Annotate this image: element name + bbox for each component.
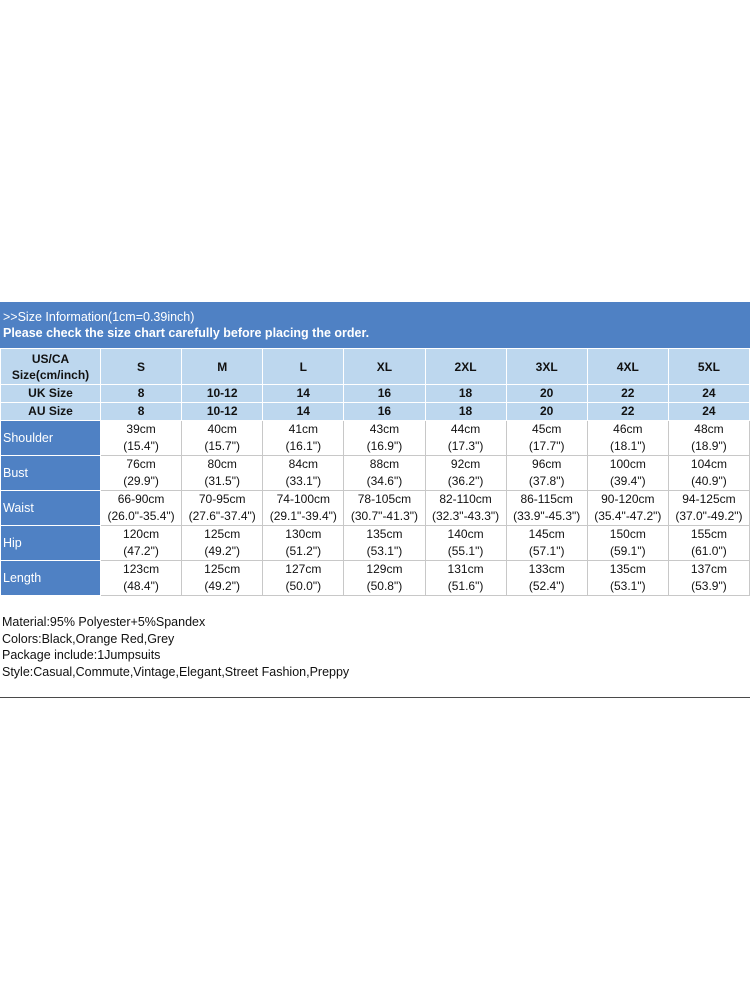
measurement-cell [182,421,263,456]
au-size-cell: 14 [263,403,344,421]
us-size-cell: 2XL [425,349,506,385]
size-table [0,348,750,596]
measurement-inch: (32.3"-43.3") [431,509,500,523]
uk-size-cell: 18 [425,385,506,403]
measurement-cell [263,421,344,456]
measurement-cm: 90-120cm [601,492,655,506]
measurement-inch: (53.1") [366,544,403,558]
measurement-cm: 100cm [609,457,646,471]
measurement-inch: (18.9") [691,439,727,453]
measurement-inch: (29.9") [123,474,159,488]
measurement-cm: 135cm [609,562,646,576]
uk-size-row [1,385,750,403]
us-ca-size-label [1,349,101,385]
us-size-cell: S [101,349,182,385]
product-info-line: Colors:Black,Orange Red,Grey [2,631,175,646]
au-size-cell: 10-12 [182,403,263,421]
size-chart [0,302,750,596]
us-size-cell: L [263,349,344,385]
measurement-cm: 74-100cm [276,492,330,506]
measurement-inch: (31.5") [204,474,240,488]
measurement-label: Length [1,561,101,596]
au-size-cell: 18 [425,403,506,421]
measurement-cell [506,421,587,456]
measurement-cell [668,456,749,491]
measurement-label: Shoulder [1,421,101,456]
us-size-cell: 5XL [668,349,749,385]
measurement-cm: 76cm [126,457,156,471]
product-info-line: Material:95% Polyester+5%Spandex [2,615,206,629]
measurement-cell [668,421,749,456]
uk-size-cell: 10-12 [182,385,263,403]
measurement-cell [587,526,668,561]
measurement-cell [587,561,668,596]
measurement-cell [344,456,425,491]
measurement-cell [425,526,506,561]
measurement-label: Hip [1,526,101,561]
measurement-cm: 88cm [369,457,400,471]
measurement-cm: 45cm [532,422,562,436]
us-size-cell: M [182,349,263,385]
measurement-cm: 94-125cm [682,492,736,506]
uk-size-cell: 16 [344,385,425,403]
uk-size-cell: 14 [263,385,344,403]
measurement-cell [425,456,506,491]
us-size-cell: 3XL [506,349,587,385]
product-info-line: Package include:1Jumpsuits [2,648,161,662]
measurement-inch: (26.0"-35.4") [107,509,175,523]
us-size-cell: 4XL [587,349,668,385]
measurement-inch: (52.4") [528,579,565,593]
measurement-inch: (34.6") [366,474,403,488]
au-size-cell: 20 [506,403,587,421]
measurement-inch: (59.1") [610,544,646,558]
uk-size-cell: 20 [506,385,587,403]
measurement-cm: 96cm [532,457,562,471]
measurement-cell [182,491,263,526]
measurement-inch: (49.2") [204,579,240,593]
measurement-inch: (39.4") [610,474,646,488]
measurement-inch: (49.2") [204,544,240,558]
measurement-cell [263,561,344,596]
measurement-inch: (27.6"-37.4") [188,509,256,523]
au-size-cell: 22 [587,403,668,421]
measurement-inch: (15.4") [123,439,159,453]
measurement-inch: (33.1") [285,474,322,488]
measurement-inch: (57.1") [528,544,565,558]
measurement-cm: 125cm [204,562,241,576]
measurement-cell [668,491,749,526]
measurement-inch: (37.8") [528,474,565,488]
measurement-cm: 40cm [207,422,237,436]
measurement-cell [101,526,182,561]
measurement-cm: 129cm [366,562,403,576]
measurement-label: Bust [1,456,101,491]
measurement-cell [344,421,425,456]
measurement-cell [344,561,425,596]
measurement-row [1,491,750,526]
measurement-inch: (50.0") [285,579,322,593]
au-size-cell: 24 [668,403,749,421]
measurement-inch: (29.1"-39.4") [269,509,337,523]
measurement-inch: (55.1") [447,544,484,558]
measurement-inch: (30.7"-41.3") [350,509,419,523]
measurement-cell [263,491,344,526]
measurement-cell [182,526,263,561]
measurement-inch: (50.8") [366,579,403,593]
measurement-row [1,561,750,596]
measurement-inch: (36.2") [447,474,484,488]
measurement-cm: 66-90cm [117,492,165,506]
measurement-cm: 104cm [690,457,727,471]
size-header-row [1,349,750,385]
measurement-cm: 43cm [369,422,400,436]
measurement-cell [263,526,344,561]
measurement-cell [506,456,587,491]
measurement-cell [182,456,263,491]
measurement-cm: 130cm [285,527,322,541]
measurement-inch: (16.1") [285,439,322,453]
measurement-inch: (18.1") [610,439,646,453]
measurement-cell [101,561,182,596]
product-info-line: Style:Casual,Commute,Vintage,Elegant,Street Fashion,Preppy [2,664,350,679]
us-ca-label-line2: Size(cm/inch) [11,367,90,382]
size-info-title: >>Size Information(1cm=0.39inch) [3,310,195,324]
measurement-cm: 39cm [126,422,156,436]
product-info [2,614,349,680]
measurement-cm: 131cm [447,562,484,576]
measurement-cm: 84cm [288,457,318,471]
au-size-label: AU Size [1,403,101,421]
measurement-cm: 150cm [609,527,646,541]
measurement-cell [587,456,668,491]
measurement-cm: 46cm [613,422,643,436]
measurement-cm: 127cm [285,562,322,576]
measurement-cm: 123cm [123,562,160,576]
uk-size-cell: 22 [587,385,668,403]
measurement-cell [587,421,668,456]
measurement-inch: (51.2") [285,544,322,558]
measurement-cm: 92cm [450,457,481,471]
us-size-cell: XL [344,349,425,385]
measurement-cell [344,491,425,526]
measurement-cell [263,456,344,491]
measurement-cell [101,421,182,456]
measurement-inch: (40.9") [691,474,727,488]
measurement-cell [668,526,749,561]
measurement-inch: (17.3") [447,439,484,453]
measurement-cm: 44cm [450,422,481,436]
measurement-inch: (53.1") [610,579,646,593]
measurement-inch: (47.2") [123,544,159,558]
measurement-row [1,421,750,456]
measurement-row [1,526,750,561]
measurement-row [1,456,750,491]
measurement-inch: (51.6") [447,579,484,593]
measurement-cm: 155cm [690,527,727,541]
uk-size-cell: 24 [668,385,749,403]
us-ca-label-line1: US/CA [31,351,70,366]
au-size-cell: 16 [344,403,425,421]
measurement-cell [506,561,587,596]
divider-line [0,697,750,698]
measurement-inch: (15.7") [204,439,240,453]
au-size-cell: 8 [101,403,182,421]
uk-size-cell: 8 [101,385,182,403]
au-size-row [1,403,750,421]
measurement-inch: (33.9"-45.3") [513,509,581,523]
measurement-cm: 86-115cm [520,492,573,506]
measurement-cm: 80cm [207,457,237,471]
measurement-cm: 120cm [123,527,160,541]
measurement-inch: (61.0") [691,544,727,558]
measurement-cell [425,491,506,526]
measurement-cm: 82-110cm [439,492,492,506]
measurement-cell [668,561,749,596]
measurement-cell [182,561,263,596]
measurement-inch: (35.4"-47.2") [594,509,662,523]
measurement-cell [506,491,587,526]
measurement-cm: 41cm [288,422,318,436]
measurement-cell [425,561,506,596]
measurement-cm: 48cm [694,422,724,436]
measurement-cell [101,491,182,526]
measurement-cell [344,526,425,561]
measurement-cell [506,526,587,561]
measurement-inch: (53.9") [691,579,727,593]
uk-size-label: UK Size [1,385,101,403]
measurement-cell [101,456,182,491]
measurement-cm: 78-105cm [357,492,412,506]
measurement-inch: (16.9") [366,439,403,453]
measurement-label: Waist [1,491,101,526]
size-info-banner [0,302,750,348]
measurement-inch: (37.0"-49.2") [675,509,743,523]
measurement-cell [425,421,506,456]
measurement-cm: 70-95cm [198,492,246,506]
measurement-cm: 135cm [366,527,403,541]
measurement-inch: (48.4") [123,579,159,593]
measurement-cm: 140cm [447,527,484,541]
measurement-cell [587,491,668,526]
measurement-cm: 145cm [528,527,565,541]
size-info-notice: Please check the size chart carefully before placing the order. [3,326,370,340]
measurement-cm: 133cm [528,562,565,576]
measurement-cm: 125cm [204,527,241,541]
measurement-cm: 137cm [690,562,727,576]
measurement-inch: (17.7") [528,439,565,453]
